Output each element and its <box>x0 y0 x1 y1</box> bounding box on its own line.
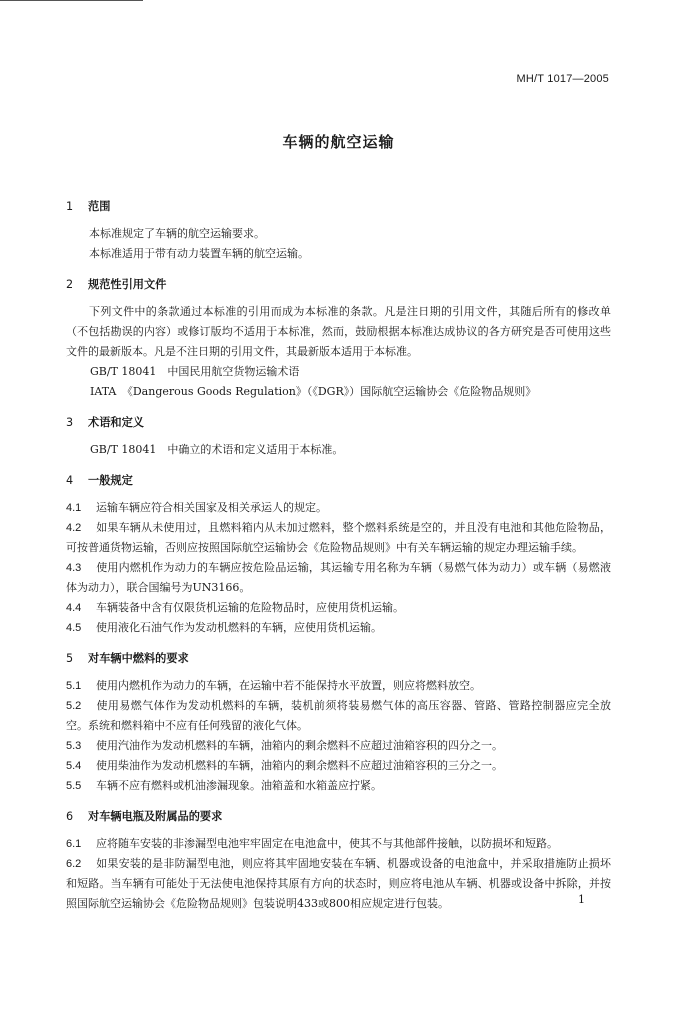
clause-text: 使用柴油作为发动机燃料的车辆，油箱内的剩余燃料不应超过油箱容积的三分之一。 <box>96 759 503 772</box>
section-6 <box>66 808 611 914</box>
clause-text: 运输车辆应符合相关国家及相关承运人的规定。 <box>96 501 327 514</box>
section-heading <box>66 472 611 488</box>
clause-text: 车辆装备中含有仅限货机运输的危险物品时，应使用货机运输。 <box>96 601 404 614</box>
clause-number: 4.1 <box>66 502 82 514</box>
clause-text: 如果安装的是非防漏型电池，则应将其牢固地安装在车辆、机器或设备的电池盒中，并采取措施防止损坏和短路。当车辆有可能处于无法使电池保持其原有方向的状态时，则应将电池从车辆、机器或设备中拆除，并按照国际航空运输协会《危险物品规则》包装说明433或800相应规定进行包装。 <box>66 857 611 910</box>
clause <box>66 518 611 558</box>
section-heading <box>66 808 611 824</box>
reference-item: IATA 《Dangerous Goods Regulation》（《DGR》）国际航空运输协会《危险物品规则》 <box>90 385 537 398</box>
clause-text: 使用易燃气体作为发动机燃料的车辆，装机前须将装易燃气体的高压容器、管路、管路控制器应完全放空。系统和燃料箱中不应有任何残留的液化气体。 <box>66 699 611 732</box>
section-number: 6 <box>66 810 74 823</box>
page-number: 1 <box>578 893 585 906</box>
clause <box>66 618 611 638</box>
section-heading <box>66 650 611 666</box>
clause-number: 5.2 <box>66 700 82 712</box>
clause-text: 应将随车安装的非渗漏型电池牢牢固定在电池盒中，使其不与其他部件接触，以防损坏和短路。 <box>96 837 558 850</box>
paragraph: 本标准适用于带有动力装置车辆的航空运输。 <box>89 247 309 260</box>
clause <box>66 756 611 776</box>
section-2 <box>66 276 611 402</box>
clause <box>66 776 611 796</box>
clause <box>66 696 611 736</box>
clause <box>66 834 611 854</box>
paragraph: GB/T 18041 中确立的术语和定义适用于本标准。 <box>90 443 344 456</box>
section-title: 对车辆中燃料的要求 <box>88 652 189 665</box>
clause <box>66 736 611 756</box>
section-3 <box>66 414 611 460</box>
clause-number: 5.5 <box>66 780 82 792</box>
section-number: 2 <box>66 278 74 291</box>
clause-text: 使用内燃机作为动力的车辆应按危险品运输，其运输专用名称为车辆（易燃气体为动力）或车辆（易燃液体为动力），联合国编号为UN3166。 <box>66 561 611 594</box>
section-heading <box>66 198 611 214</box>
section-title: 范围 <box>88 200 111 213</box>
section-number: 3 <box>66 416 74 429</box>
clause <box>66 498 611 518</box>
clause <box>66 854 611 914</box>
paragraph: 下列文件中的条款通过本标准的引用而成为本标准的条款。凡是注日期的引用文件，其随后所有的修改单（不包括勘误的内容）或修订版均不适用于本标准，然而，鼓励根据本标准达成协议的各方研究是否可使用这些文件的最新版本。凡是不注日期的引用文件，其最新版本适用于本标准。 <box>66 305 611 358</box>
section-title: 术语和定义 <box>88 416 144 429</box>
clause-text: 使用液化石油气作为发动机燃料的车辆，应使用货机运输。 <box>96 621 382 634</box>
clause-number: 5.3 <box>66 740 82 752</box>
clause-text: 车辆不应有燃料或机油渗漏现象。油箱盖和水箱盖应拧紧。 <box>96 779 382 792</box>
reference-item: GB/T 18041 中国民用航空货物运输术语 <box>90 365 300 378</box>
document-title: 车辆的航空运输 <box>282 133 395 151</box>
section-1 <box>66 198 611 264</box>
section-number: 4 <box>66 474 74 487</box>
clause-number: 5.1 <box>66 680 82 692</box>
clause <box>66 598 611 618</box>
section-5 <box>66 650 611 796</box>
section-title: 规范性引用文件 <box>88 278 167 291</box>
clause <box>66 558 611 598</box>
clause-text: 如果车辆从未使用过，且燃料箱内从未加过燃料，整个燃料系统是空的，并且没有电池和其他危险物品，可按普通货物运输，否则应按照国际航空运输协会《危险物品规则》中有关车辆运输的规定办理运输手续。 <box>66 521 611 554</box>
scan-edge-line <box>0 0 143 1</box>
clause-number: 5.4 <box>66 760 82 772</box>
document-body <box>66 198 611 914</box>
clause-text: 使用汽油作为发动机燃料的车辆，油箱内的剩余燃料不应超过油箱容积的四分之一。 <box>96 739 503 752</box>
paragraph: 本标准规定了车辆的航空运输要求。 <box>89 227 265 240</box>
section-heading <box>66 414 611 430</box>
clause <box>66 676 611 696</box>
section-4 <box>66 472 611 638</box>
clause-number: 4.4 <box>66 602 82 614</box>
section-title: 对车辆电瓶及附属品的要求 <box>88 810 223 823</box>
clause-number: 6.1 <box>66 838 82 850</box>
clause-text: 使用内燃机作为动力的车辆，在运输中若不能保持水平放置，则应将燃料放空。 <box>96 679 481 692</box>
clause-number: 6.2 <box>66 858 82 870</box>
section-heading <box>66 276 611 292</box>
clause-number: 4.3 <box>66 562 82 574</box>
section-title: 一般规定 <box>88 474 133 487</box>
clause-number: 4.5 <box>66 622 82 634</box>
section-number: 5 <box>66 652 74 665</box>
standard-number: MH/T 1017—2005 <box>516 73 609 85</box>
section-number: 1 <box>66 200 74 213</box>
clause-number: 4.2 <box>66 522 82 534</box>
